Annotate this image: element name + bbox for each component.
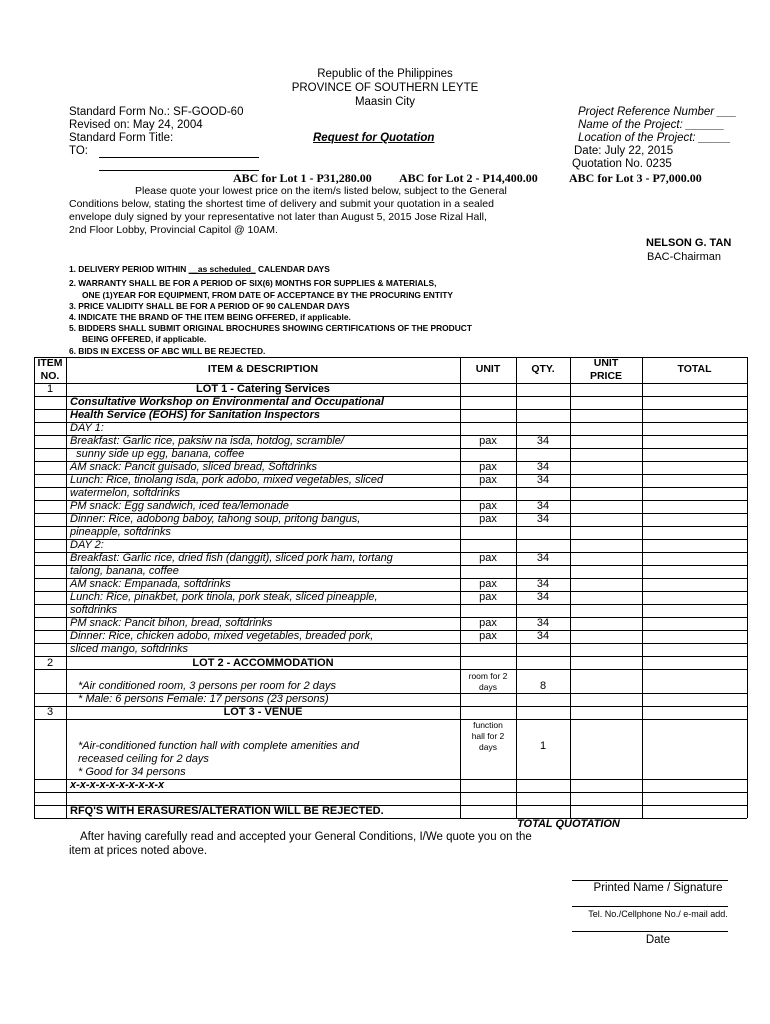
lot2-item-no: 2 (46, 657, 54, 669)
lot2-desc-1: *Air conditioned room, 3 persons per room for 2 days (78, 680, 337, 692)
condition-1-suffix: CALENDAR DAYS (255, 264, 330, 274)
project-date: Date: July 22, 2015 (574, 145, 674, 157)
table-column-line (642, 357, 643, 818)
header-line-3: Maasin City (354, 96, 416, 108)
header-unit-price (570, 357, 642, 383)
lot3-unit (460, 720, 516, 753)
lot1-row-description: Dinner: Rice, chicken adobo, mixed vegetables, breaded pork, (70, 630, 374, 642)
lot3-desc-4: x-x-x-x-x-x-x-x-x-x (70, 779, 165, 791)
lot1-row-description: PM snack: Egg sandwich, iced tea/lemonade (70, 500, 289, 512)
to-line-1 (99, 157, 259, 158)
lot1-row-unit: pax (479, 591, 497, 603)
lot1-row-unit: pax (479, 435, 497, 447)
abc-lot-1: ABC for Lot 1 - P31,280.00 (233, 171, 372, 185)
header-item-no (34, 357, 66, 383)
header-item-no-line-1: ITEM (37, 357, 63, 369)
rfq-note: RFQ'S WITH ERASURES/ALTERATION WILL BE REJECTED. (70, 805, 384, 817)
header-line-2: PROVINCE OF SOUTHERN LEYTE (291, 82, 479, 94)
table-row-line (34, 422, 747, 423)
lot1-subtitle-1: Consultative Workshop on Environmental and Occupational (70, 396, 384, 408)
header-unit-price-line-2: PRICE (589, 370, 623, 382)
condition-3: 3. PRICE VALIDITY SHALL BE FOR A PERIOD OF 90 CALENDAR DAYS (69, 301, 350, 311)
lot3-item-no: 3 (46, 706, 54, 718)
header-item-no-line-2: NO. (40, 370, 60, 382)
header-unit: UNIT (475, 363, 501, 375)
condition-1-prefix: 1. DELIVERY PERIOD WITHIN (69, 264, 189, 274)
lot1-title: LOT 1 - Catering Services (196, 383, 330, 395)
date-line (572, 931, 728, 932)
lot1-row-unit: pax (479, 552, 497, 564)
project-name: Name of the Project: ______ (578, 119, 725, 131)
lot1-row-description: watermelon, softdrinks (70, 487, 181, 499)
lot1-row-description: Lunch: Rice, pinakbet, pork tinola, pork steak, sliced pineapple, (70, 591, 378, 603)
acceptance-line-1: After having carefully read and accepted your General Conditions, I/We quote you on the (80, 831, 532, 843)
abc-lot-2: ABC for Lot 2 - P14,400.00 (399, 171, 538, 185)
to-label: TO: (69, 145, 88, 157)
contact-label: Tel. No./Cellphone No./ e-mail add. (588, 909, 728, 919)
lot1-row-description: AM snack: Empanada, softdrinks (70, 578, 231, 590)
lot2-title: LOT 2 - ACCOMMODATION (192, 657, 334, 669)
header-total: TOTAL (677, 363, 712, 375)
revised-on: Revised on: May 24, 2004 (69, 119, 203, 131)
lot1-row-unit: pax (479, 630, 497, 642)
chairman-name: NELSON G. TAN (646, 237, 732, 249)
standard-form-title: Standard Form Title: (69, 132, 174, 144)
lot1-row-qty: 34 (536, 461, 550, 473)
lot1-row-description: talong, banana, coffee (70, 565, 179, 577)
header-qty: QTY. (531, 363, 555, 375)
table-column-line (747, 357, 748, 818)
lot1-row-description: DAY 1: (70, 422, 104, 434)
table-row-line (34, 669, 747, 670)
condition-5b: BEING OFFERED, if applicable. (82, 334, 207, 344)
table-row-line (34, 604, 747, 605)
condition-2a: 2. WARRANTY SHALL BE FOR A PERIOD OF SIX(6) MONTHS FOR SUPPLIES & MATERIALS, (69, 278, 437, 288)
printed-name-label: Printed Name / Signature (593, 882, 723, 894)
form-title: Request for Quotation (313, 132, 435, 144)
lot2-qty: 8 (539, 680, 547, 692)
lot1-row-unit: pax (479, 578, 497, 590)
lot1-row-description: PM snack: Pancit bihon, bread, softdrinks (70, 617, 273, 629)
total-quotation: TOTAL QUOTATION (517, 818, 620, 830)
table-row-line (34, 539, 747, 540)
lot1-row-unit: pax (479, 500, 497, 512)
condition-4: 4. INDICATE THE BRAND OF THE ITEM BEING OFFERED, if applicable. (69, 312, 351, 322)
lot1-row-qty: 34 (536, 617, 550, 629)
lot3-desc-1: *Air-conditioned function hall with complete amenities and (78, 740, 360, 752)
lot1-row-description: Breakfast: Garlic rice, dried fish (danggit), sliced pork ham, tortang (70, 552, 393, 564)
header-description: ITEM & DESCRIPTION (207, 363, 319, 375)
lot1-row-qty: 34 (536, 435, 550, 447)
contact-line (572, 906, 728, 907)
lot1-row-description: AM snack: Pancit guisado, sliced bread, Softdrinks (70, 461, 318, 473)
lot1-subtitle-2: Health Service (EOHS) for Sanitation Inspectors (70, 409, 321, 421)
instruction-line-1: Please quote your lowest price on the item/s listed below, subject to the General (135, 185, 507, 197)
lot3-desc-3: * Good for 34 persons (78, 766, 186, 778)
lot3-desc-2: receased ceiling for 2 days (78, 753, 209, 765)
table-column-line (570, 357, 571, 818)
project-reference: Project Reference Number ___ (578, 106, 737, 118)
condition-2b: ONE (1)YEAR FOR EQUIPMENT, FROM DATE OF ACCEPTANCE BY THE PROCURING ENTITY (82, 290, 453, 300)
lot1-row-description: sunny side up egg, banana, coffee (70, 448, 245, 460)
lot1-row-description: Breakfast: Garlic rice, paksiw na isda, hotdog, scramble/ (70, 435, 344, 447)
lot2-unit-line-2: days (479, 682, 497, 692)
condition-1-value: __as scheduled_ (188, 264, 256, 274)
lot1-row-unit: pax (479, 461, 497, 473)
header-unit-price-line-1: UNIT (593, 357, 619, 369)
chairman-title: BAC-Chairman (647, 251, 721, 263)
table-row-line (34, 719, 747, 720)
lot1-row-description: softdrinks (70, 604, 118, 616)
lot1-row-description: sliced mango, softdrinks (70, 643, 188, 655)
lot1-item-no: 1 (46, 383, 54, 395)
lot1-row-qty: 34 (536, 552, 550, 564)
lot1-row-qty: 34 (536, 474, 550, 486)
lot2-desc-2: * Male: 6 persons Female: 17 persons (23 persons) (78, 693, 329, 705)
abc-lot-3: ABC for Lot 3 - P7,000.00 (569, 171, 702, 185)
lot1-row-description: DAY 2: (70, 539, 104, 551)
lot3-unit-line-3: days (479, 742, 497, 752)
lot1-row-description: Dinner: Rice, adobong baboy, tahong soup, pritong bangus, (70, 513, 361, 525)
date-label: Date (645, 934, 671, 946)
table-row-line (34, 792, 747, 793)
table-column-line (34, 357, 35, 818)
quotation-no: Quotation No. 0235 (572, 158, 672, 170)
lot1-row-unit: pax (479, 474, 497, 486)
header-line-1: Republic of the Philippines (317, 68, 453, 80)
instruction-line-4: 2nd Floor Lobby, Provincial Capitol @ 10AM. (69, 224, 278, 236)
condition-6: 6. BIDS IN EXCESS OF ABC WILL BE REJECTED. (69, 346, 266, 356)
lot1-row-description: Lunch: Rice, tinolang isda, pork adobo, mixed vegetables, sliced (70, 474, 384, 486)
acceptance-line-2: item at prices noted above. (69, 845, 208, 857)
table-row-line (34, 818, 747, 819)
lot1-row-qty: 34 (536, 630, 550, 642)
lot3-unit-line-1: function (473, 720, 503, 730)
lot1-row-unit: pax (479, 617, 497, 629)
lot3-unit-line-2: hall for 2 (471, 731, 505, 741)
project-location: Location of the Project: _____ (578, 132, 731, 144)
lot3-qty: 1 (539, 740, 547, 752)
condition-1 (69, 264, 330, 274)
lot3-title: LOT 3 - VENUE (223, 706, 303, 718)
lot1-row-qty: 34 (536, 578, 550, 590)
lot1-row-unit: pax (479, 513, 497, 525)
table-column-line (66, 357, 67, 818)
condition-5a: 5. BIDDERS SHALL SUBMIT ORIGINAL BROCHURES SHOWING CERTIFICATIONS OF THE PRODUCT (69, 323, 472, 333)
lot1-row-description: pineapple, softdrinks (70, 526, 171, 538)
lot1-row-qty: 34 (536, 500, 550, 512)
signature-line (572, 880, 728, 881)
lot2-unit (460, 671, 516, 693)
standard-form-no: Standard Form No.: SF-GOOD-60 (69, 106, 244, 118)
instruction-line-3: envelope duly signed by your representative not later than August 5, 2015 Jose Rizal Hall, (69, 211, 487, 223)
lot1-row-qty: 34 (536, 513, 550, 525)
lot1-row-qty: 34 (536, 591, 550, 603)
instruction-line-2: Conditions below, stating the shortest time of delivery and submit your quotation in a sealed (69, 198, 494, 210)
lot2-unit-line-1: room for 2 (468, 671, 508, 681)
